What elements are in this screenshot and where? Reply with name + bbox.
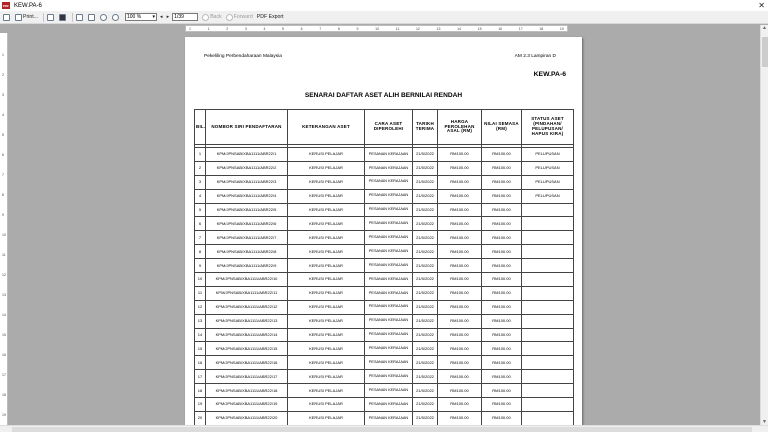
form-code: KEW.PA-6	[533, 71, 566, 78]
table-row	[195, 148, 574, 162]
cell-cara: PESANAN KERAJAAN	[365, 328, 413, 342]
arrow-right-icon: ▸	[166, 14, 170, 20]
cell-status	[522, 231, 574, 245]
cell-status	[522, 398, 574, 412]
cell-tarikh: 21/5/2022	[413, 328, 438, 342]
cell-harga: RM100.00	[438, 398, 482, 412]
cell-nombor: KPM/JPNSAB/XBA1111/ABR22/7	[206, 231, 288, 245]
cell-status: PELUPUSAN	[522, 161, 574, 175]
cell-keterangan: KERUSI PELAJAR	[288, 300, 365, 314]
cell-harga: RM100.00	[438, 217, 482, 231]
back-icon	[202, 14, 209, 21]
cell-status	[522, 245, 574, 259]
page-number-value: 1/39	[174, 14, 184, 20]
toolbar-divider	[43, 13, 44, 22]
cell-cara: PESANAN KERAJAAN	[365, 356, 413, 370]
column-header-cara-aset: CARA ASET DIPEROLEHI	[365, 110, 413, 145]
cell-harga: RM100.00	[438, 370, 482, 384]
cell-cara: PESANAN KERAJAAN	[365, 286, 413, 300]
ruler-tick-label: 8	[2, 193, 4, 197]
cell-nilai: RM100.00	[482, 356, 522, 370]
cell-harga: RM100.00	[438, 189, 482, 203]
ruler-tick-label: 17	[518, 26, 523, 31]
ruler-tick-label: 13	[436, 26, 441, 31]
cell-nombor: KPM/JPNSAB/XBA1111/ABR22/1	[206, 148, 288, 162]
pdf-export-button[interactable]	[256, 12, 285, 22]
document-header-left: Pekeliling Perbendaharaan Malaysia	[204, 54, 282, 59]
cell-nombor: KPM/JPNSAB/XBA1111/ABR22/18	[206, 384, 288, 398]
cell-nombor: KPM/JPNSAB/XBA1111/ABR22/8	[206, 245, 288, 259]
cell-tarikh: 21/5/2022	[413, 217, 438, 231]
cell-bil: 4	[195, 189, 206, 203]
viewer-toolbar	[0, 11, 768, 24]
cell-nombor: KPM/JPNSAB/XBA1111/ABR22/17	[206, 370, 288, 384]
cell-cara: PESANAN KERAJAAN	[365, 245, 413, 259]
cell-status	[522, 356, 574, 370]
multi-page-button[interactable]	[87, 12, 97, 22]
column-header-harga: HARGA PEROLEHAN ASAL (RM)	[438, 110, 482, 145]
cell-keterangan: KERUSI PELAJAR	[288, 161, 365, 175]
cell-cara: PESANAN KERAJAAN	[365, 231, 413, 245]
cell-keterangan: KERUSI PELAJAR	[288, 148, 365, 162]
cell-nilai: RM100.00	[482, 161, 522, 175]
binoculars-icon	[59, 14, 66, 21]
table-row	[195, 370, 574, 384]
cell-harga: RM100.00	[438, 342, 482, 356]
cell-harga: RM100.00	[438, 161, 482, 175]
table-row	[195, 161, 574, 175]
cell-tarikh: 21/5/2022	[413, 245, 438, 259]
ruler-tick-label: 16	[2, 353, 6, 357]
table-row	[195, 189, 574, 203]
column-header-nilai: NILAI SEMASA (RM)	[482, 110, 522, 145]
ruler-tick-label: 10	[2, 233, 6, 237]
document-page	[185, 37, 582, 427]
cell-cara: PESANAN KERAJAAN	[365, 217, 413, 231]
cell-nombor: KPM/JPNSAB/XBA1111/ABR22/5	[206, 203, 288, 217]
cell-cara: PESANAN KERAJAAN	[365, 273, 413, 287]
ruler-tick-label: 7	[2, 173, 4, 177]
column-header-keterangan: KETERANGAN ASET	[288, 110, 365, 145]
cell-status	[522, 273, 574, 287]
column-header-bil: BIL.	[195, 110, 206, 145]
cell-tarikh: 21/5/2022	[413, 314, 438, 328]
cell-bil: 8	[195, 245, 206, 259]
cell-keterangan: KERUSI PELAJAR	[288, 245, 365, 259]
cell-nilai: RM100.00	[482, 314, 522, 328]
cell-nombor: KPM/JPNSAB/XBA1111/ABR22/3	[206, 175, 288, 189]
cell-bil: 12	[195, 300, 206, 314]
cell-status: PELUPUSAN	[522, 189, 574, 203]
cell-tarikh: 21/5/2022	[413, 342, 438, 356]
cell-cara: PESANAN KERAJAAN	[365, 175, 413, 189]
table-row	[195, 411, 574, 425]
ruler-tick-label: 19	[559, 26, 564, 31]
ruler-tick-label: 11	[2, 253, 6, 257]
cell-bil: 13	[195, 314, 206, 328]
cell-harga: RM100.00	[438, 328, 482, 342]
cell-status	[522, 328, 574, 342]
ruler-tick-label: 1	[207, 26, 210, 31]
arrow-left-icon: ◂	[160, 14, 163, 20]
ruler-tick-label: 1	[189, 26, 191, 31]
cell-cara: PESANAN KERAJAAN	[365, 384, 413, 398]
cell-nombor: KPM/JPNSAB/XBA1111/ABR22/6	[206, 217, 288, 231]
cell-status	[522, 286, 574, 300]
vertical-scroll-thumb[interactable]	[762, 37, 768, 67]
cell-tarikh: 21/5/2022	[413, 203, 438, 217]
ruler-tick-label: 2	[2, 73, 4, 77]
cell-keterangan: KERUSI PELAJAR	[288, 175, 365, 189]
ruler-tick-label: 14	[457, 26, 461, 31]
horizontal-scroll-thumb[interactable]	[12, 427, 752, 432]
cell-harga: RM100.00	[438, 411, 482, 425]
cell-keterangan: KERUSI PELAJAR	[288, 231, 365, 245]
cell-tarikh: 21/5/2022	[413, 356, 438, 370]
cell-keterangan: KERUSI PELAJAR	[288, 328, 365, 342]
cell-cara: PESANAN KERAJAAN	[365, 370, 413, 384]
cell-status: PELUPUSAN	[522, 175, 574, 189]
cell-cara: PESANAN KERAJAAN	[365, 411, 413, 425]
cell-tarikh: 21/5/2022	[413, 370, 438, 384]
cell-tarikh: 21/5/2022	[413, 411, 438, 425]
cell-keterangan: KERUSI PELAJAR	[288, 314, 365, 328]
forward-button[interactable]	[225, 12, 254, 22]
cell-bil: 15	[195, 342, 206, 356]
cell-nombor: KPM/JPNSAB/XBA1111/ABR22/10	[206, 273, 288, 287]
single-page-button[interactable]	[75, 12, 85, 22]
window-title: KEW.PA-6	[14, 2, 42, 9]
cell-tarikh: 21/5/2022	[413, 398, 438, 412]
cell-nombor: KPM/JPNSAB/XBA1111/ABR22/12	[206, 300, 288, 314]
title-bar	[0, 0, 768, 11]
cell-bil: 16	[195, 356, 206, 370]
open-button[interactable]	[2, 12, 12, 22]
cell-harga: RM100.00	[438, 203, 482, 217]
ruler-tick-label: 3	[244, 26, 247, 31]
forward-icon	[226, 14, 233, 21]
back-label: Back	[210, 14, 222, 20]
cell-cara: PESANAN KERAJAAN	[365, 300, 413, 314]
cell-nombor: KPM/JPNSAB/XBA1111/ABR22/9	[206, 259, 288, 273]
zoom-out-icon	[112, 14, 119, 21]
table-row	[195, 342, 574, 356]
ruler-tick-label: 12	[415, 26, 420, 31]
cell-harga: RM100.00	[438, 175, 482, 189]
ruler-tick-label: 8	[337, 26, 340, 31]
page-number-input[interactable]	[172, 13, 198, 21]
table-row	[195, 231, 574, 245]
cell-nilai: RM100.00	[482, 411, 522, 425]
ruler-tick-label: 9	[2, 213, 4, 217]
cell-tarikh: 21/5/2022	[413, 300, 438, 314]
cell-nilai: RM100.00	[482, 328, 522, 342]
ruler-tick-label: 1	[2, 53, 4, 57]
ruler-tick-label: 3	[2, 93, 4, 97]
cell-bil: 10	[195, 273, 206, 287]
cell-tarikh: 21/5/2022	[413, 231, 438, 245]
table-row	[195, 217, 574, 231]
cell-nombor: KPM/JPNSAB/XBA1111/ABR22/2	[206, 161, 288, 175]
zoom-out-button[interactable]	[111, 12, 121, 22]
copy-button[interactable]	[46, 12, 56, 22]
cell-nilai: RM100.00	[482, 286, 522, 300]
cell-nilai: RM100.00	[482, 370, 522, 384]
asset-rows	[195, 148, 574, 426]
ruler-tick-label: 6	[2, 153, 4, 157]
cell-keterangan: KERUSI PELAJAR	[288, 259, 365, 273]
cell-keterangan: KERUSI PELAJAR	[288, 286, 365, 300]
cell-nombor: KPM/JPNSAB/XBA1111/ABR22/15	[206, 342, 288, 356]
cell-harga: RM100.00	[438, 259, 482, 273]
ruler-tick-label: 13	[2, 293, 6, 297]
cell-harga: RM100.00	[438, 314, 482, 328]
cell-status	[522, 203, 574, 217]
cell-bil: 7	[195, 231, 206, 245]
pdf-export-label: PDF Export	[256, 14, 284, 20]
cell-harga: RM100.00	[438, 273, 482, 287]
ruler-tick-label: 16	[498, 26, 503, 31]
print-label: Print...	[23, 14, 38, 20]
table-row	[195, 273, 574, 287]
cell-tarikh: 21/5/2022	[413, 286, 438, 300]
copy-icon	[47, 14, 54, 21]
cell-bil: 18	[195, 384, 206, 398]
vertical-scrollbar[interactable]	[760, 25, 768, 425]
table-row	[195, 245, 574, 259]
cell-bil: 5	[195, 203, 206, 217]
cell-nilai: RM100.00	[482, 175, 522, 189]
horizontal-ruler	[185, 25, 568, 32]
cell-nilai: RM100.00	[482, 300, 522, 314]
ruler-tick-label: 4	[263, 26, 266, 31]
report-app-icon: PDF	[3, 3, 9, 8]
cell-cara: PESANAN KERAJAAN	[365, 148, 413, 162]
cell-harga: RM100.00	[438, 148, 482, 162]
cell-nombor: KPM/JPNSAB/XBA1111/ABR22/20	[206, 411, 288, 425]
table-row	[195, 314, 574, 328]
cell-cara: PESANAN KERAJAAN	[365, 314, 413, 328]
cell-harga: RM100.00	[438, 300, 482, 314]
ruler-tick-label: 9	[356, 26, 359, 31]
cell-tarikh: 21/5/2022	[413, 259, 438, 273]
cell-bil: 20	[195, 411, 206, 425]
ruler-tick-label: 14	[2, 313, 6, 317]
column-header-status: STATUS ASET (PINDAHAN/ PELUPUSAN/ HAPUS KIRA)	[522, 110, 574, 145]
zoom-select[interactable]	[125, 13, 157, 21]
table-row	[195, 384, 574, 398]
cell-harga: RM100.00	[438, 356, 482, 370]
cell-nombor: KPM/JPNSAB/XBA1111/ABR22/14	[206, 328, 288, 342]
cell-status: PELUPUSAN	[522, 148, 574, 162]
cell-status	[522, 411, 574, 425]
cell-status	[522, 384, 574, 398]
ruler-tick-label: 10	[375, 26, 379, 31]
cell-status	[522, 370, 574, 384]
cell-nombor: KPM/JPNSAB/XBA1111/ABR22/19	[206, 398, 288, 412]
cell-bil: 1	[195, 148, 206, 162]
cell-keterangan: KERUSI PELAJAR	[288, 411, 365, 425]
table-row	[195, 356, 574, 370]
cell-tarikh: 21/5/2022	[413, 161, 438, 175]
ruler-tick-label: 6	[300, 26, 303, 31]
cell-harga: RM100.00	[438, 286, 482, 300]
cell-tarikh: 21/5/2022	[413, 384, 438, 398]
printer-icon	[15, 14, 22, 21]
ruler-tick-label: 18	[2, 393, 6, 397]
ruler-tick-label: 5	[2, 133, 4, 137]
multi-page-icon	[88, 14, 95, 21]
table-row	[195, 398, 574, 412]
document-reference: AM 2.3 Lampiran D	[514, 54, 556, 59]
cell-cara: PESANAN KERAJAAN	[365, 203, 413, 217]
ruler-tick-label: 12	[2, 273, 6, 277]
cell-cara: PESANAN KERAJAAN	[365, 342, 413, 356]
horizontal-scrollbar[interactable]	[0, 425, 768, 432]
back-button[interactable]	[201, 12, 223, 22]
cell-nilai: RM100.00	[482, 384, 522, 398]
document-title: SENARAI DAFTAR ASET ALIH BERNILAI RENDAH	[304, 92, 463, 99]
cell-nilai: RM100.00	[482, 259, 522, 273]
cell-nombor: KPM/JPNSAB/XBA1111/ABR22/11	[206, 286, 288, 300]
cell-nilai: RM100.00	[482, 217, 522, 231]
cell-keterangan: KERUSI PELAJAR	[288, 370, 365, 384]
find-button[interactable]	[58, 12, 68, 22]
ruler-tick-label: 2	[226, 26, 229, 31]
table-header-row	[195, 110, 574, 145]
cell-bil: 3	[195, 175, 206, 189]
cell-status	[522, 217, 574, 231]
cell-harga: RM100.00	[438, 245, 482, 259]
zoom-in-button[interactable]	[99, 12, 109, 22]
cell-keterangan: KERUSI PELAJAR	[288, 217, 365, 231]
cell-nombor: KPM/JPNSAB/XBA1111/ABR22/4	[206, 189, 288, 203]
ruler-tick-label: 18	[539, 26, 544, 31]
cell-cara: PESANAN KERAJAAN	[365, 161, 413, 175]
ruler-tick-label: 7	[319, 26, 322, 31]
table-row	[195, 286, 574, 300]
ruler-tick-label: 11	[395, 26, 400, 31]
column-header-tarikh: TARIKH TERIMA	[413, 110, 438, 145]
table-row	[195, 328, 574, 342]
cell-cara: PESANAN KERAJAAN	[365, 259, 413, 273]
cell-bil: 6	[195, 217, 206, 231]
cell-status	[522, 259, 574, 273]
cell-keterangan: KERUSI PELAJAR	[288, 398, 365, 412]
cell-nilai: RM100.00	[482, 342, 522, 356]
cell-keterangan: KERUSI PELAJAR	[288, 273, 365, 287]
table-row	[195, 259, 574, 273]
folder-icon	[3, 14, 10, 21]
ruler-tick-label: 17	[2, 373, 6, 377]
column-header-nombor-siri: NOMBOR SIRI PENDAFTARAN	[206, 110, 288, 145]
cell-bil: 9	[195, 259, 206, 273]
cell-status	[522, 300, 574, 314]
cell-harga: RM100.00	[438, 384, 482, 398]
ruler-tick-label: 5	[282, 26, 284, 31]
cell-keterangan: KERUSI PELAJAR	[288, 203, 365, 217]
cell-cara: PESANAN KERAJAAN	[365, 398, 413, 412]
ruler-tick-label: 19	[2, 413, 6, 417]
cell-bil: 14	[195, 328, 206, 342]
cell-nilai: RM100.00	[482, 245, 522, 259]
cell-tarikh: 21/5/2022	[413, 175, 438, 189]
ruler-tick-label: 4	[2, 113, 4, 117]
cell-status	[522, 314, 574, 328]
previous-page-button[interactable]	[159, 12, 164, 22]
cell-tarikh: 21/5/2022	[413, 189, 438, 203]
cell-bil: 19	[195, 398, 206, 412]
cell-nilai: RM100.00	[482, 398, 522, 412]
chevron-down-icon: ▾	[152, 14, 155, 20]
cell-bil: 17	[195, 370, 206, 384]
cell-bil: 11	[195, 286, 206, 300]
next-page-button[interactable]	[166, 12, 171, 22]
vertical-ruler	[0, 33, 8, 425]
cell-nilai: RM100.00	[482, 273, 522, 287]
toolbar-divider	[72, 13, 73, 22]
print-button[interactable]	[14, 12, 39, 22]
table-row	[195, 175, 574, 189]
close-button[interactable]: ✕	[758, 1, 765, 10]
cell-status	[522, 342, 574, 356]
cell-keterangan: KERUSI PELAJAR	[288, 342, 365, 356]
cell-keterangan: KERUSI PELAJAR	[288, 356, 365, 370]
scroll-down-icon[interactable]: ▼	[762, 419, 767, 425]
zoom-in-icon	[100, 14, 107, 21]
ruler-tick-label: 15	[2, 333, 6, 337]
scroll-up-icon[interactable]: ▲	[762, 25, 767, 31]
cell-tarikh: 21/5/2022	[413, 148, 438, 162]
table-row	[195, 300, 574, 314]
zoom-value: 100 %	[127, 14, 142, 20]
table-row	[195, 203, 574, 217]
cell-nilai: RM100.00	[482, 189, 522, 203]
forward-label: Forward	[233, 14, 253, 20]
cell-nilai: RM100.00	[482, 203, 522, 217]
cell-nombor: KPM/JPNSAB/XBA1111/ABR22/13	[206, 314, 288, 328]
cell-harga: RM100.00	[438, 231, 482, 245]
cell-bil: 2	[195, 161, 206, 175]
ruler-tick-label: 15	[477, 26, 482, 31]
cell-nombor: KPM/JPNSAB/XBA1111/ABR22/16	[206, 356, 288, 370]
single-page-icon	[76, 14, 83, 21]
cell-keterangan: KERUSI PELAJAR	[288, 384, 365, 398]
cell-nilai: RM100.00	[482, 231, 522, 245]
cell-keterangan: KERUSI PELAJAR	[288, 189, 365, 203]
cell-tarikh: 21/5/2022	[413, 273, 438, 287]
asset-table	[194, 109, 574, 426]
cell-nilai: RM100.00	[482, 148, 522, 162]
cell-cara: PESANAN KERAJAAN	[365, 189, 413, 203]
